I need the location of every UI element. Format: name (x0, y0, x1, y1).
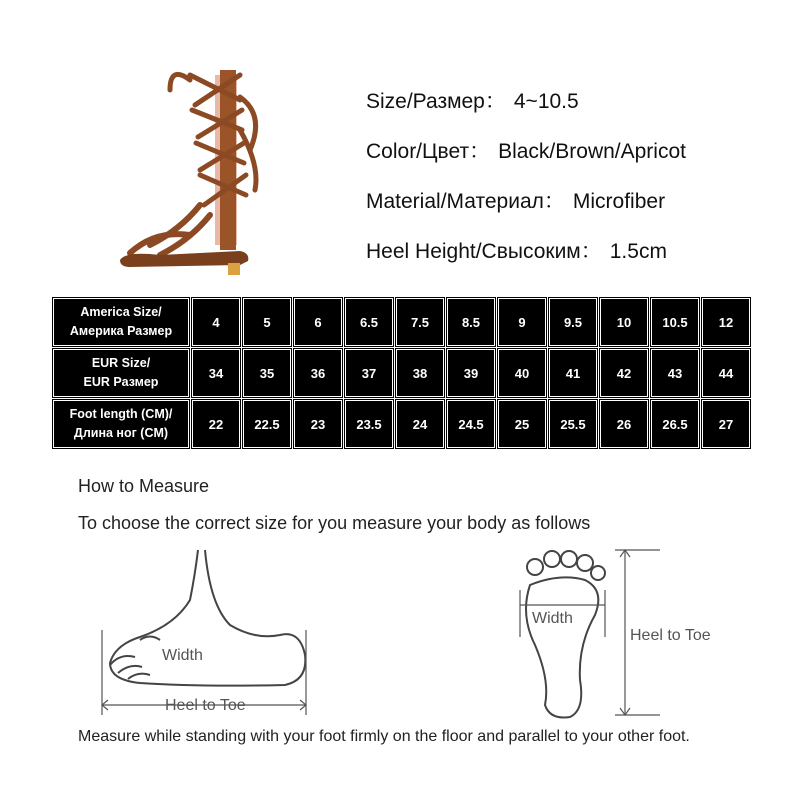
table-cell: 22.5 (243, 400, 291, 448)
sole-view-foot (526, 551, 605, 718)
table-cell: 38 (396, 349, 444, 397)
spec-color-label: Color/Цвет： (366, 140, 491, 163)
table-cell: 42 (600, 349, 648, 397)
table-cell: 24 (396, 400, 444, 448)
spec-heel-height-value: 1.5cm (609, 240, 667, 263)
table-cell: 23.5 (345, 400, 393, 448)
table-cell: 8.5 (447, 298, 495, 346)
spec-size-value: 4~10.5 (513, 90, 579, 113)
table-cell: 6.5 (345, 298, 393, 346)
size-chart-table (50, 295, 753, 451)
how-to-subtitle: To choose the correct size for you measure your body as follows (78, 513, 591, 533)
spec-material-value: Microfiber (572, 190, 666, 213)
table-cell: 10.5 (651, 298, 699, 346)
table-cell: 7.5 (396, 298, 444, 346)
table-cell: 25 (498, 400, 546, 448)
table-cell: 10 (600, 298, 648, 346)
measure-diagram (80, 545, 760, 725)
table-cell: 37 (345, 349, 393, 397)
table-cell: 44 (702, 349, 750, 397)
table-cell: 25.5 (549, 400, 597, 448)
table-cell: 9.5 (549, 298, 597, 346)
sole-width-label: Width (532, 610, 573, 627)
spec-heel-height-label: Heel Height/Свысоким： (366, 240, 602, 263)
row-header-eur-size: EUR Size/ EUR Размер (53, 349, 189, 397)
side-length-label: Heel to Toe (165, 697, 246, 714)
spec-material-label: Material/Материал： (366, 190, 565, 213)
table-cell: 12 (702, 298, 750, 346)
sole-length-label: Heel to Toe (630, 627, 711, 644)
table-cell: 39 (447, 349, 495, 397)
table-cell: 24.5 (447, 400, 495, 448)
spec-size (366, 85, 579, 115)
table-cell: 34 (192, 349, 240, 397)
side-width-label: Width (162, 647, 203, 664)
spec-heel-height (366, 235, 667, 265)
sandal-image (100, 55, 270, 285)
how-to-title: How to Measure (78, 476, 210, 496)
table-cell: 43 (651, 349, 699, 397)
table-cell: 5 (243, 298, 291, 346)
table-cell: 22 (192, 400, 240, 448)
table-cell: 4 (192, 298, 240, 346)
spec-material (366, 185, 665, 215)
table-cell: 26 (600, 400, 648, 448)
table-row-eur-size (53, 349, 750, 397)
row-header-foot-length: Foot length (CM)/ Длина ног (CM) (53, 400, 189, 448)
table-cell: 6 (294, 298, 342, 346)
table-cell: 36 (294, 349, 342, 397)
table-cell: 23 (294, 400, 342, 448)
side-view-foot (110, 550, 305, 686)
spec-color (366, 135, 686, 165)
table-row-foot-length (53, 400, 750, 448)
table-cell: 41 (549, 349, 597, 397)
table-cell: 27 (702, 400, 750, 448)
measure-footnote: Measure while standing with your foot firmly on the floor and parallel to your other foot. (78, 728, 690, 745)
table-cell: 9 (498, 298, 546, 346)
table-cell: 35 (243, 349, 291, 397)
table-cell: 40 (498, 349, 546, 397)
table-cell: 26.5 (651, 400, 699, 448)
spec-size-label: Size/Размер： (366, 90, 506, 113)
row-header-america-size: America Size/ Америка Размер (53, 298, 189, 346)
spec-color-value: Black/Brown/Apricot (498, 140, 686, 163)
table-row-america-size (53, 298, 750, 346)
